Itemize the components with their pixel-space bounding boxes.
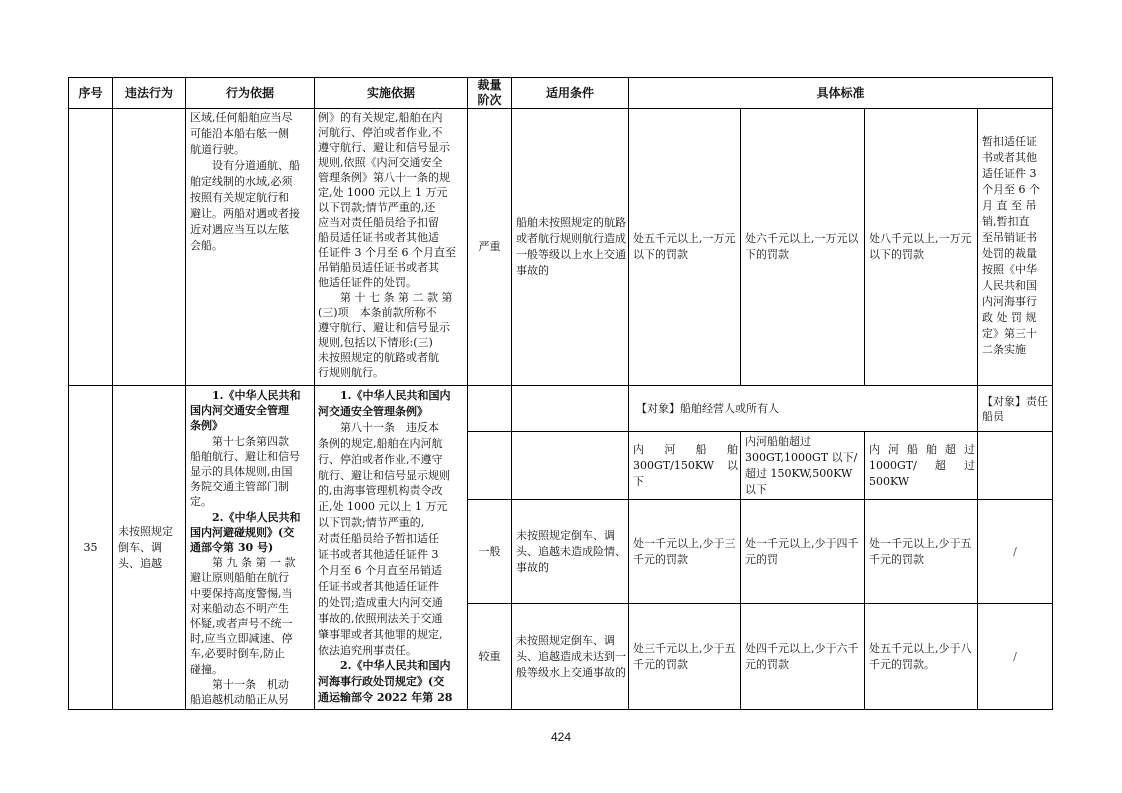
general-level: 一般 xyxy=(478,544,501,558)
text-line: 正,处 1000 元以上 1 万元 xyxy=(318,500,448,514)
text-line: 遵守航行、避让和信号显示 xyxy=(318,141,450,154)
row35-target-crew xyxy=(982,386,1050,431)
text-line: 证书或者其他适任证件 3 xyxy=(318,548,439,562)
top-basis-text xyxy=(190,110,312,384)
header-impl: 实施依据 xyxy=(366,85,415,100)
text-line: (三)项 本条前款所称不 xyxy=(318,306,437,319)
text-line: 内河海事行 xyxy=(982,295,1037,308)
text-line: 应当对责任船员给予扣留 xyxy=(318,216,439,229)
heavy-std-4: / xyxy=(1013,649,1017,663)
row35-basis-text xyxy=(190,388,312,708)
header-behavior: 违法行为 xyxy=(124,85,173,100)
heavy-std-1 xyxy=(633,604,738,709)
standard-text: 处五千元以上,少于八千元的罚款。 xyxy=(869,641,972,671)
header-basis: 行为依据 xyxy=(225,85,274,100)
text-line: 会船。 xyxy=(190,239,223,252)
text-line: 处罚的裁量 xyxy=(982,247,1037,260)
text-line: 船舶航行、避让和信号 xyxy=(190,449,300,463)
text-line: 务院交通主管部门制 xyxy=(190,480,289,494)
text-line: 船追越机动船正从另 xyxy=(190,693,289,707)
general-std-1 xyxy=(633,500,738,603)
behavior-text: 未按照规定倒车、调头、追越 xyxy=(118,524,173,570)
text-line: 区域,任何船舶应当尽 xyxy=(190,111,293,124)
condition-text: 船舶未按照规定的航路或者航行规则航行造成一般等级以上水上交通事故的 xyxy=(516,216,626,277)
text-line: 以下罚款;情节严重的,还 xyxy=(318,201,436,214)
header-seq: 序号 xyxy=(78,85,103,100)
text-line: 的,由海事管理机构责令改 xyxy=(318,484,443,498)
text-line: 例》的有关规定,船舶在内 xyxy=(318,111,443,124)
text-line: 碰撞。 xyxy=(190,662,223,676)
text-line: 通运输部令 2022 年第 28 xyxy=(318,691,453,705)
heavy-condition xyxy=(516,604,626,709)
text-line: 车,必要时倒车,防止 xyxy=(190,647,285,661)
text-line: 按照有关规定航行和 xyxy=(190,191,289,204)
text-line: 中要保持高度警惕,当 xyxy=(190,586,293,600)
condition-text: 未按照规定倒车、调头、追越造成未达到一般等级水上交通事故的 xyxy=(516,633,626,679)
row35-impl-text xyxy=(318,388,466,708)
target-text: 【对象】责任船员 xyxy=(982,394,1048,423)
text-line: 个月至 6 个月直至吊销适 xyxy=(318,563,442,577)
text-line: 以下罚款;情节严重的, xyxy=(318,516,425,530)
top-std-3 xyxy=(869,109,975,385)
text-line: 通部令第 30 号) xyxy=(190,541,274,555)
text-line: 依法追究刑事责任。 xyxy=(318,643,417,657)
text-line: 人民共和国 xyxy=(982,279,1037,292)
text-line: 对责任船员给予暂扣适任 xyxy=(318,532,439,546)
text-line: 肇事罪或者其他罪的规定, xyxy=(318,627,443,641)
general-std-2 xyxy=(745,500,862,603)
standard-text: 处一千元以上,少于四千元的罚 xyxy=(745,536,859,566)
text-line: 1.《中华人民共和国内 xyxy=(340,389,451,402)
standard-text: 处四千元以上,少于六千元的罚款 xyxy=(745,641,859,671)
text-line: 避让原则船舶在航行 xyxy=(190,571,289,585)
header-cond: 适用条件 xyxy=(545,85,594,100)
top-impl-text xyxy=(318,110,466,384)
text-line: 可能沿本船右舷一侧 xyxy=(190,127,289,140)
text-line: 他适任证件的处罚。 xyxy=(318,276,417,289)
standard-text: 处三千元以上,少于五千元的罚款 xyxy=(633,641,736,671)
heavy-std-2 xyxy=(745,604,862,709)
text-line: 显示的具体规则,由国 xyxy=(190,465,293,479)
text-line: 个月至 6 个 xyxy=(982,183,1040,196)
general-std-4: / xyxy=(1013,544,1017,558)
text-line: 河海事行政处罚规定》(交 xyxy=(318,675,445,689)
text-line: 舶定线制的水域,必须 xyxy=(190,175,293,188)
text-line: 定,处 1000 元以上 1 万元 xyxy=(318,186,448,199)
text-line: 任证件 3 个月至 6 个月直至 xyxy=(318,246,456,259)
text-line: 第 十 七 条 第 二 款 第 xyxy=(340,291,453,304)
text-line: 2.《中华人民共和国内 xyxy=(340,659,451,673)
text-line: 避让。两船对遇或者接 xyxy=(190,207,300,220)
text-line: 规则,依照《内河交通安全 xyxy=(318,156,443,169)
text-line: 定》第三十 xyxy=(982,327,1037,340)
text-line: 暂扣适任证 xyxy=(982,135,1037,148)
text-line: 的处罚;造成重大内河交通 xyxy=(318,595,443,609)
text-line: 对来船动态不明产生 xyxy=(190,601,289,615)
page-number: 424 xyxy=(550,730,572,744)
text-line: 河航行、停泊或者作业,不 xyxy=(318,126,443,139)
row35-seq: 35 xyxy=(83,540,98,554)
text-line: 第十七条第四款 xyxy=(212,434,289,448)
text-line: 第十一条 机动 xyxy=(212,677,289,691)
heavy-std-3 xyxy=(869,604,975,709)
text-line: 书或者其他 xyxy=(982,151,1037,164)
text-line: 第八十一条 违反本 xyxy=(340,420,439,434)
text-line: 条例》 xyxy=(190,419,223,433)
header-std: 具体标准 xyxy=(816,85,865,100)
text-line: 月 直 至 吊 xyxy=(982,199,1037,212)
text-line: 行、停泊或者作业,不遵守 xyxy=(318,452,443,466)
row35-target-main xyxy=(636,386,976,431)
header-level: 裁量 阶次 xyxy=(477,78,502,107)
tier-text: 内河船舶超过300GT,1000GT 以下/超过 150KW,500KW 以下 xyxy=(745,434,858,496)
text-line: 适任证件 3 xyxy=(982,167,1037,180)
text-line: 管理条例》第八十一条的规 xyxy=(318,171,450,184)
standard-text: 处六千元以上,一万元以下的罚款 xyxy=(745,232,859,261)
heavy-level: 较重 xyxy=(478,649,501,663)
text-line: 河交通安全管理条例》 xyxy=(318,404,428,418)
text-line: 设有分道通航、船 xyxy=(212,159,300,172)
top-std-2 xyxy=(745,109,862,385)
text-line: 第 九 条 第 一 款 xyxy=(212,556,296,570)
row35-tier-1 xyxy=(633,432,738,499)
top-std-1 xyxy=(633,109,738,385)
target-text: 【对象】船舶经营人或所有人 xyxy=(636,401,779,415)
text-line: 时,应当立即减速、停 xyxy=(190,632,293,646)
tier-text: 内 河 船 舶 300GT/150KW 以下 xyxy=(633,442,738,488)
standard-text: 处八千元以上,一万元以下的罚款 xyxy=(869,232,972,261)
text-line: 吊销船员适任证书或者其 xyxy=(318,261,439,274)
row35-behavior xyxy=(118,386,182,709)
text-line: 销,暂扣直 xyxy=(982,215,1030,228)
top-std-4 xyxy=(982,134,1050,384)
text-line: 国内河避碰规则》(交 xyxy=(190,525,295,539)
text-line: 1.《中华人民共和 xyxy=(212,389,301,402)
text-line: 航道行驶。 xyxy=(190,143,245,156)
text-line: 事故的,依照刑法关于交通 xyxy=(318,611,443,625)
text-line: 国内河交通安全管理 xyxy=(190,404,289,418)
general-condition xyxy=(516,500,626,603)
text-line: 2.《中华人民共和 xyxy=(212,510,301,524)
text-line: 二条实施 xyxy=(982,343,1026,356)
text-line: 遵守航行、避让和信号显示 xyxy=(318,321,450,334)
text-line: 船员适任证书或者其他适 xyxy=(318,231,439,244)
row35-tier-3 xyxy=(869,432,975,499)
general-std-3 xyxy=(869,500,975,603)
tier-text: 内 河 船 舶 超 过 1000GT/超过 500KW xyxy=(869,442,975,488)
text-line: 近对遇应当互以左舷 xyxy=(190,223,289,236)
text-line: 定。 xyxy=(190,495,212,509)
text-line: 规则,包括以下情形:(三) xyxy=(318,336,433,349)
standard-text: 处一千元以上,少于三千元的罚款 xyxy=(633,536,736,566)
text-line: 条例的规定,船舶在内河航 xyxy=(318,436,443,450)
text-line: 任证书或者其他适任证件 xyxy=(318,579,439,593)
condition-text: 未按照规定倒车、调头、追越未造成险情、事故的 xyxy=(516,528,626,574)
standard-text: 处五千元以上,一万元以下的罚款 xyxy=(633,232,736,261)
row35-tier-2 xyxy=(745,432,862,499)
text-line: 航行、避让和信号显示规则 xyxy=(318,468,450,482)
text-line: 至吊销证书 xyxy=(982,231,1037,244)
text-line: 按照《中华 xyxy=(982,263,1037,276)
text-line: 行规则航行。 xyxy=(318,366,384,379)
text-line: 怀疑,或者声号不统一 xyxy=(190,617,293,631)
text-line: 未按照规定的航路或者航 xyxy=(318,351,439,364)
top-level: 严重 xyxy=(478,240,501,253)
top-condition xyxy=(516,109,626,385)
standard-text: 处一千元以上,少于五千元的罚款 xyxy=(869,536,972,566)
text-line: 政 处 罚 规 xyxy=(982,311,1037,324)
